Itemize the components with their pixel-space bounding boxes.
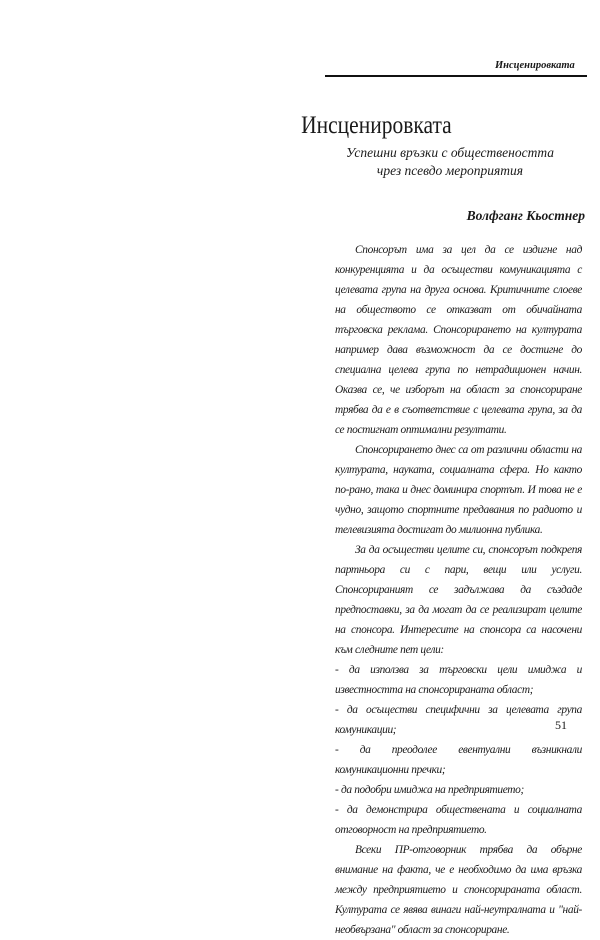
running-head: Инсценировката <box>495 60 575 71</box>
article-subtitle: Успешни връзки с обществеността чрез псевдо мероприятия <box>345 145 555 178</box>
list-item: - да осъществи специфични за целевата група комуникации; <box>335 704 582 736</box>
article-title: Инсценировката <box>301 112 452 139</box>
list-item: - да използва за търговски цели имиджа и известността на спонсорираната област; <box>335 664 582 696</box>
paragraph: За да осъществи целите си, спонсорът подкрепя партньора си с пари, вещи или услуги. Спонсорираният се задължава да създаде предпоставки, за да могат да се реализират целите на спонсора. Интересите на спонсора са насочени към следните пет цели: <box>335 544 582 656</box>
list-item: - да преодолее евентуални възникнали комуникационни пречки; <box>335 744 582 776</box>
paragraph: Спонсорирането днес са от различни области на културата, науката, социалната сфера. Но както по-рано, така и днес доминира спортът. И това не е чудно, защото спортните предавания по радиото и телевизията достигат до милионна публика. <box>335 444 582 536</box>
article-body <box>335 240 582 940</box>
list-item: - да демонстрира обществената и социалната отговорност на предприятието. <box>335 804 582 836</box>
goals-list <box>335 660 582 840</box>
article-author: Волфганг Кьостнер <box>466 208 585 223</box>
paragraph: Всеки ПР-отговорник трябва да обърне внимание на факта, че е необходимо да има връзка между предприятието и спонсорираната област. Културата се явява винаги най-неутралната и "най-необвързана" област за спонсориране. <box>335 844 582 936</box>
page-number: 51 <box>555 718 567 732</box>
list-item: - да подобри имиджа на предприятието; <box>335 784 524 796</box>
header-rule <box>325 75 587 77</box>
paragraph: Спонсорът има за цел да се издигне над конкуренцията и да осъществи комуникацията с целевата група на друга основа. Критичните слоеве на обществото се отказват от обичайната търговска реклама. Спонсорирането на културата например дава възможност да се достигне до специална целева група по нетрадиционен начин. Оказва се, че изборът на област за спонсориране трябва да е в съответствие с целевата група, за да се постигнат оптимални резултати. <box>335 244 582 436</box>
